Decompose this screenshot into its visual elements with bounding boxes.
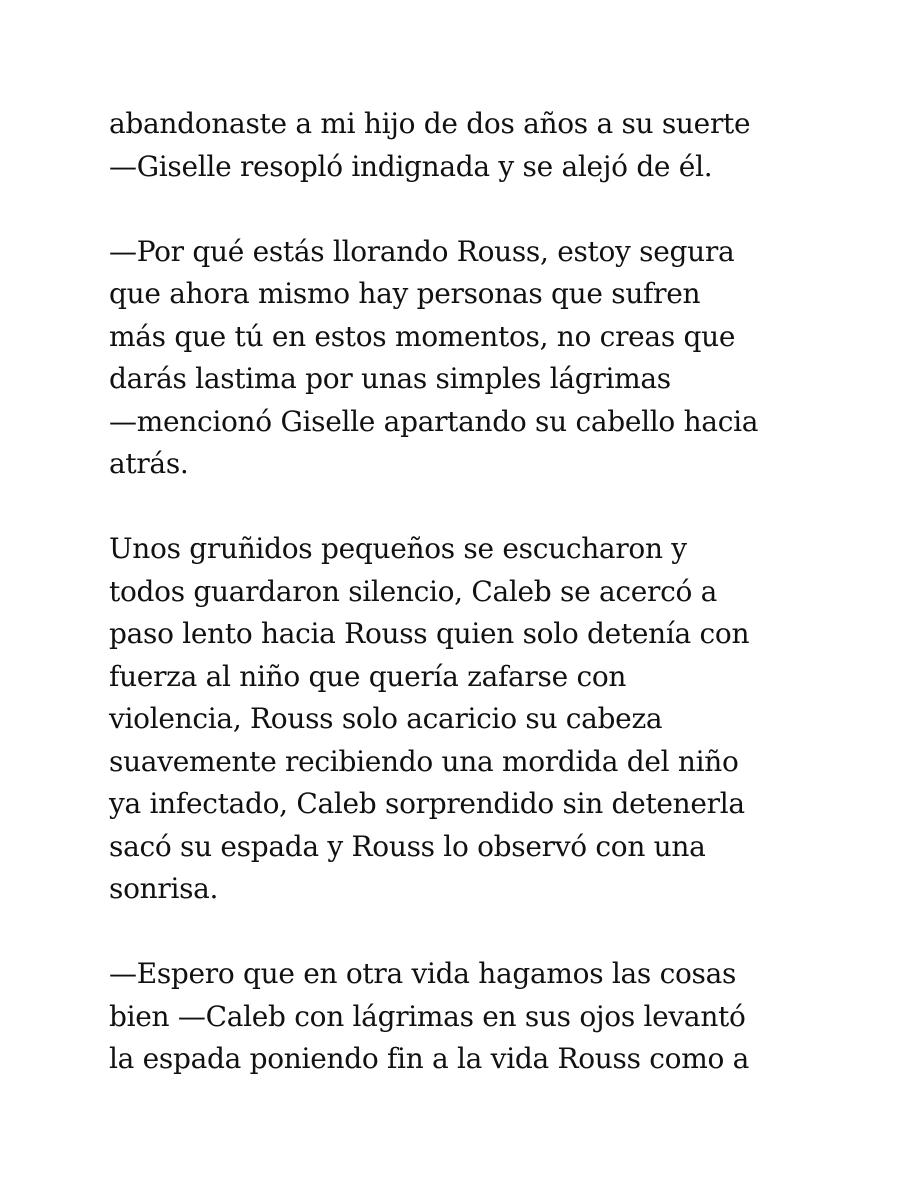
- text-line: que ahora mismo hay personas que sufren: [109, 277, 701, 310]
- text-line: paso lento hacia Rouss quien solo detenía con: [109, 617, 750, 650]
- text-line: Unos gruñidos pequeños se escucharon y: [109, 532, 687, 565]
- text-line: atrás.: [109, 447, 189, 480]
- paragraph-1: [109, 103, 809, 188]
- text-line: violencia, Rouss solo acaricio su cabeza: [109, 702, 663, 735]
- text-line: —Por qué estás llorando Rouss, estoy segura: [109, 234, 735, 268]
- text-line: la espada poniendo fin a la vida Rouss como a: [109, 1042, 750, 1075]
- paragraph-4: [109, 953, 809, 1081]
- text-line: abandonaste a mi hijo de dos años a su suerte: [109, 107, 751, 140]
- text-line: —Espero que en otra vida hagamos las cosas: [109, 957, 737, 990]
- text-line: todos guardaron silencio, Caleb se acercó a: [109, 574, 718, 608]
- text-line: ya infectado, Caleb sorprendido sin detenerla: [109, 787, 745, 820]
- text-line: —mencionó Giselle apartando su cabello hacia: [109, 404, 759, 438]
- text-line: darás lastima por unas simples lágrimas: [109, 362, 671, 395]
- text-line: bien —Caleb con lágrimas en sus ojos levantó: [109, 999, 746, 1033]
- text-line: sacó su espada y Rouss lo observó con una: [109, 829, 706, 863]
- text-line: fuerza al niño que quería zafarse con: [109, 659, 627, 693]
- paragraph-2: [109, 231, 809, 486]
- text-line: suavemente recibiendo una mordida del niño: [109, 744, 739, 778]
- text-line: sonrisa.: [109, 872, 219, 905]
- document-page: [109, 103, 809, 1123]
- text-line: —Giselle resopló indignada y se alejó de él.: [109, 149, 713, 183]
- paragraph-3: [109, 528, 809, 911]
- text-line: más que tú en estos momentos, no creas que: [109, 319, 736, 353]
